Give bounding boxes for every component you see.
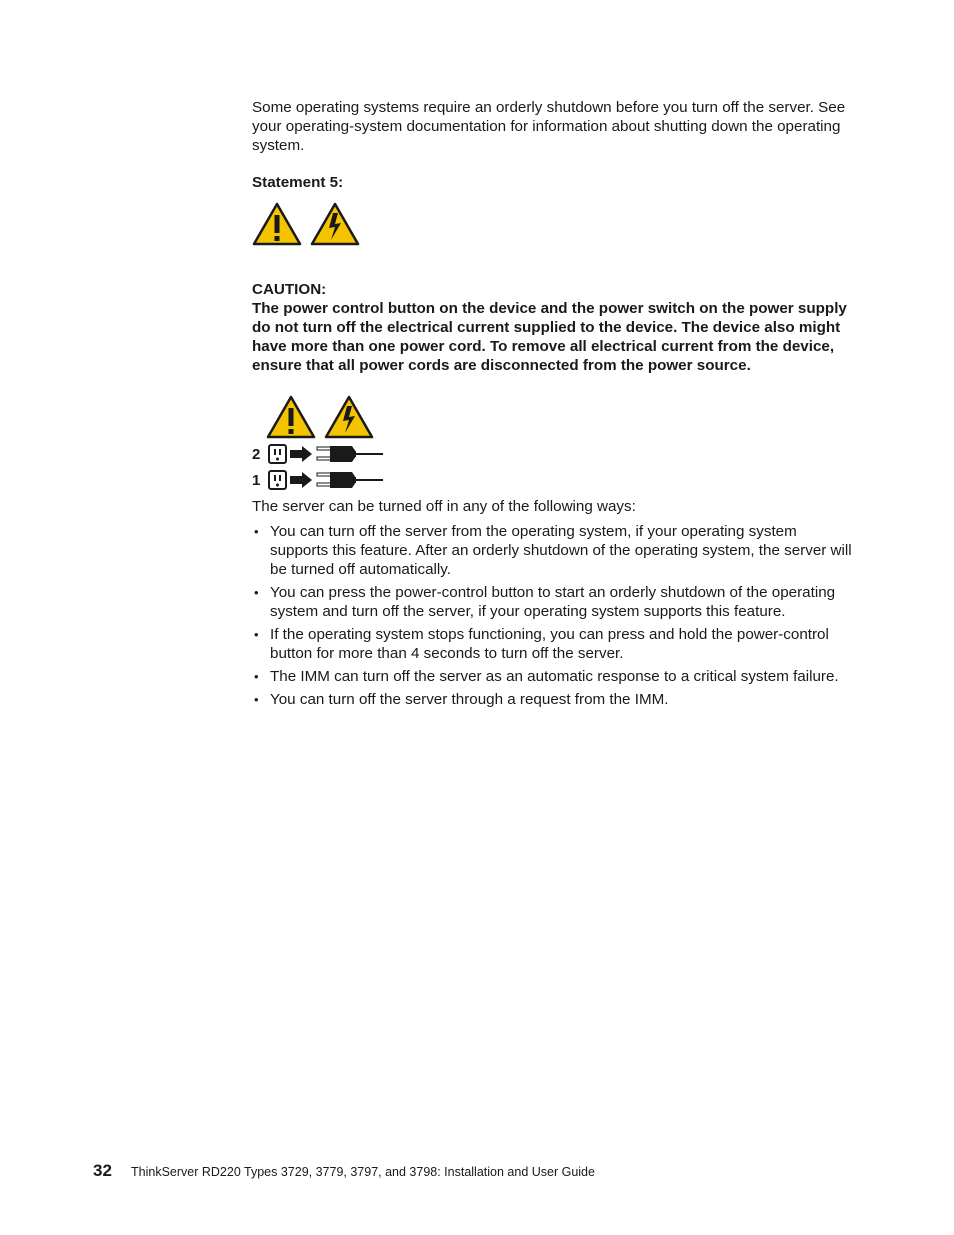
list-item: • You can turn off the server from the operating system, if your operating system supports this feature. After an orderly shutdown of the operating system, the server will be turned off automatically.: [252, 522, 852, 579]
power-cord-row: [252, 441, 852, 467]
hazard-icons-cords: [266, 395, 852, 441]
caution-exclamation-icon: [252, 202, 302, 246]
intro-paragraph: Some operating systems require an orderly shutdown before you turn off the server. See your operating-system documentation for information about shutting down the operating system.: [252, 99, 846, 154]
unplug-cord-icon: [266, 469, 386, 491]
electrical-hazard-icon: [310, 202, 360, 246]
list-item: • You can turn off the server through a request from the IMM.: [252, 690, 852, 709]
list-item: • The IMM can turn off the server as an automatic response to a critical system failure.: [252, 667, 852, 686]
page-footer: [93, 1161, 595, 1181]
caution-text: The power control button on the device and the power switch on the power supply do not turn off the electrical current supplied to the device. The device also might have more than one power cord. To remove all electrical current from the device, ensure that all power cords are disconnected from the power source.: [252, 300, 847, 374]
electrical-hazard-icon: [324, 395, 374, 439]
list-item: • You can press the power-control button to start an orderly shutdown of the operating system and turn off the server, if your operating system supports this feature.: [252, 583, 852, 621]
power-cord-row: [252, 467, 852, 493]
caution-exclamation-icon: [266, 395, 316, 439]
power-cord-diagram: [252, 441, 852, 493]
page-number: 32: [93, 1161, 112, 1180]
footer-title: ThinkServer RD220 Types 3729, 3779, 3797, and 3798: Installation and User Guide: [131, 1165, 595, 1179]
page-content: [252, 98, 852, 713]
hazard-icons: [252, 202, 852, 254]
list-item: • If the operating system stops functioning, you can press and hold the power-control button for more than 4 seconds to turn off the server.: [252, 625, 852, 663]
shutdown-methods-list: [252, 522, 852, 709]
cord-number: 1: [252, 471, 261, 489]
statement-label: Statement 5:: [252, 174, 344, 191]
caution-title: CAUTION:: [252, 281, 327, 298]
unplug-cord-icon: [266, 443, 386, 465]
ways-intro: The server can be turned off in any of the following ways:: [252, 498, 636, 515]
cord-number: 2: [252, 445, 261, 463]
